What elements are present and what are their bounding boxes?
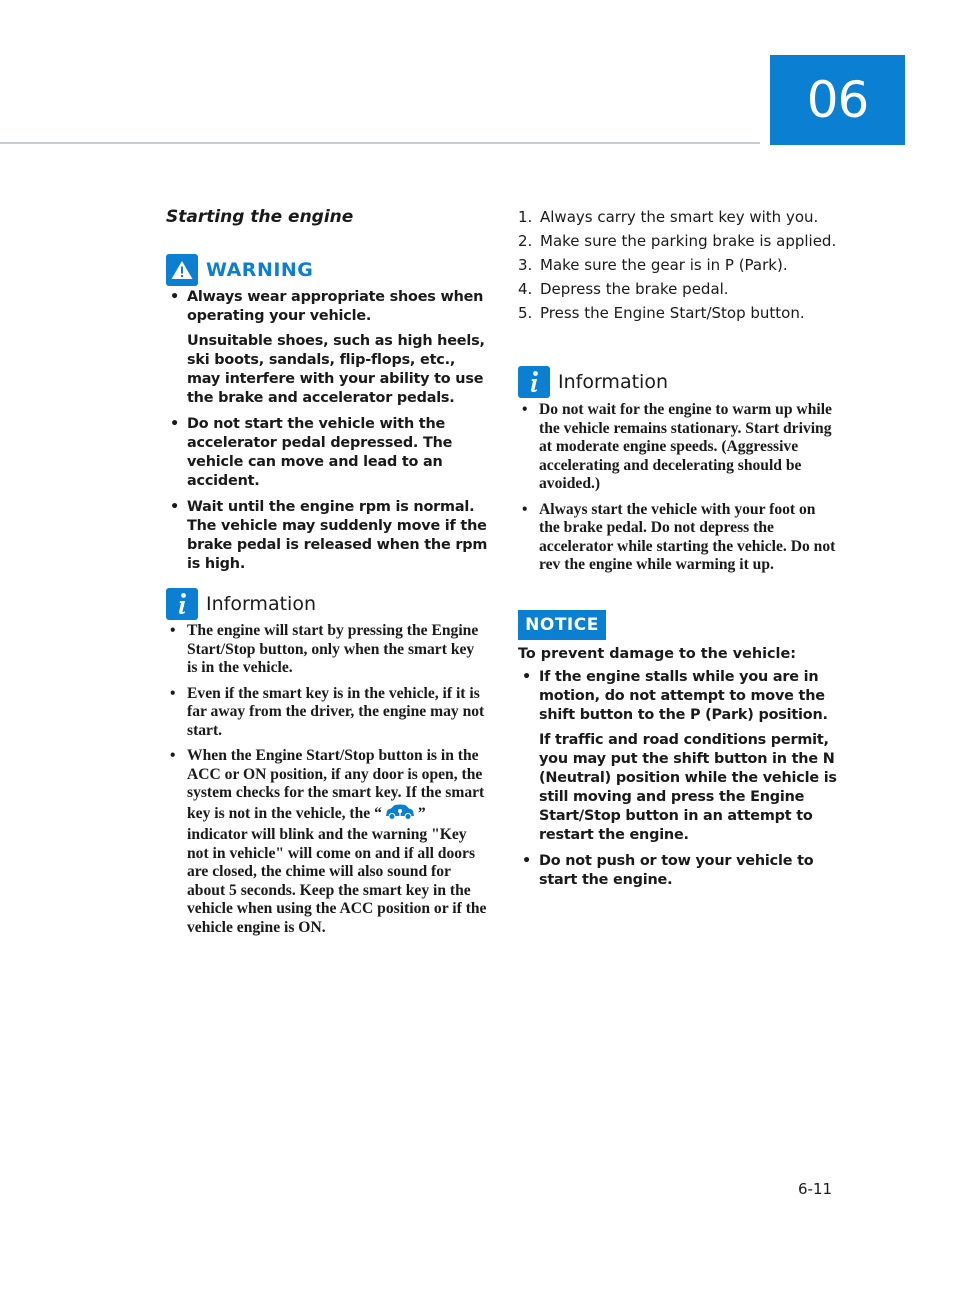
step-item: 2. Make sure the parking brake is applied. [518,232,837,250]
warning-label: WARNING [206,259,314,281]
section-title: Starting the engine [166,207,354,227]
info-item: • Always start the vehicle with your foot on the brake pedal. Do not depress the accelerator while starting the vehicle. Do not rev the engine while warming it up. [522,500,836,573]
warning-item-detail: Unsuitable shoes, such as high heels, ski boots, sandals, flip-flops, etc., may interfere with your ability to use the brake and accelerator pedals. [187,333,485,406]
notice-badge [518,610,606,640]
step-item: 1. Always carry the smart key with you. [518,208,819,226]
info-icon [166,588,198,620]
info-left-list [166,622,488,944]
warning-list [166,288,488,581]
chapter-number: 06 [806,71,869,129]
steps-list [518,208,838,328]
chapter-tab [770,55,905,145]
info-icon [518,366,550,398]
header-rule [0,142,760,144]
info-item: • Do not wait for the engine to warm up while the vehicle remains stationary. Start driving at moderate engine speeds. (Aggressive accelerating and decelerating should be avoided.) [522,401,832,492]
notice-item: • Do not push or tow your vehicle to start the engine. [522,853,814,888]
info-right-label: Information [558,371,668,393]
notice-list [518,668,840,897]
step-item: 4. Depress the brake pedal. [518,280,729,298]
notice-label: NOTICE [525,615,599,635]
page-number: 6-11 [798,1180,833,1198]
warning-item: • Do not start the vehicle with the accelerator pedal depressed. The vehicle can move and lead to an accident. [170,416,453,489]
notice-intro: To prevent damage to the vehicle: [518,646,796,662]
info-left-header [166,588,316,620]
warning-triangle-icon [166,254,198,286]
info-right-list [518,401,838,582]
step-item: 5. Press the Engine Start/Stop button. [518,304,805,322]
warning-item: • Always wear appropriate shoes when operating your vehicle. Unsuitable shoes, such as high heels, ski boots, sandals, flip-flops, etc., may interfere with your ability to use the brake and accelerator pedals. [166,288,488,408]
info-item: • The engine will start by pressing the Engine Start/Stop button, only when the smart key is in the vehicle. [170,622,479,676]
step-item: 3. Make sure the gear is in P (Park). [518,256,788,274]
warning-item: • Wait until the engine rpm is normal. The vehicle may suddenly move if the brake pedal is released when the rpm is high. [170,499,488,572]
info-left-label: Information [206,593,316,615]
info-item: • When the Engine Start/Stop button is in the ACC or ON position, if any door is open, the system checks for the smart key. If the smart key is not in the vehicle, the “ ” indicator will blink and the warning "Key not in vehicle" will come on and if all doors are closed, the chime will also sound for about 5 seconds. Keep the smart key in the vehicle when using the ACC position or if the vehicle engine is ON. [170,747,487,936]
notice-item-detail: If traffic and road conditions permit, you may put the shift button in the N (Neutral) position while the vehicle is still moving and press the Engine Start/Stop button in an attempt to restart the engine. [539,732,837,843]
warning-header [166,254,313,286]
notice-item: • If the engine stalls while you are in motion, do not attempt to move the shift button to the P (Park) position. If traffic and road conditions permit, you may put the shift button in the N (Neutral) position while the vehicle is still moving and press the Engine Start/Stop button in an attempt to restart the engine. [518,668,840,845]
info-item: • Even if the smart key is in the vehicle, if it is far away from the driver, the engine may not start. [170,684,485,739]
car-key-indicator-icon [382,803,418,827]
info-right-header [518,366,668,398]
